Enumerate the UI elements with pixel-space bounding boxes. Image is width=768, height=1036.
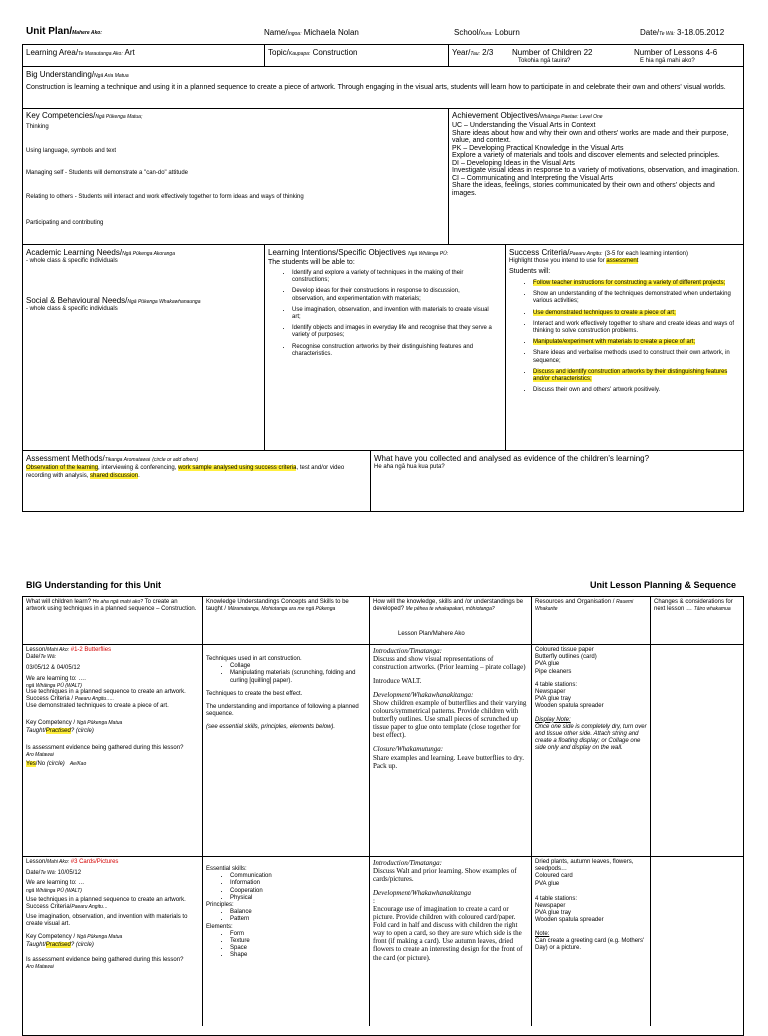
topic: Topic/Kaupapa: Construction: [268, 48, 358, 57]
competencies-label: Key Competencies/Ngā Pūkenga Matua;: [26, 111, 143, 120]
lessons-maori: E hia ngā mahi ako?: [640, 58, 695, 64]
date-field: Date/Te Wā: 3-18.05.2012: [640, 28, 725, 37]
evidence-question: What have you collected and analysed as evidence of the children's learning?: [374, 454, 650, 463]
success-list: [517, 280, 741, 398]
success-item: • Share ideas and verbalise methods used to construct their own artwork, in sequence;: [533, 350, 741, 364]
academic-needs-label: Academic Learning Needs/Ngā Pūkenga Akoranga: [26, 248, 175, 257]
competency-item: Participating and contributing: [26, 220, 104, 226]
success-item: • Show an understanding of the techniques demonstrated when undertaking various activities;: [533, 291, 741, 305]
success-label: Success Criteria/Paearu Angitu: (3-5 for each learning intention): [509, 248, 688, 257]
intentions-list: [276, 270, 494, 362]
children-count: Number of Children 22: [512, 48, 593, 57]
social-needs-label: Social & Behavioural Needs/Ngā Pūkenga Whakawhanaunga: [26, 296, 201, 305]
school-field: School/Kura: Loburn: [454, 28, 520, 37]
header-col2: Knowledge Understandings Concepts and Skills to be taught / Māramatanga, Mohiotanga ara me ngā Pūkenga: [206, 599, 349, 613]
success-item: • Use demonstrated techniques to create a piece of art;: [533, 310, 741, 317]
competency-item: Using language, symbols and text: [26, 148, 117, 154]
success-item: • Interact and work effectively together to share and create ideas and ways of thinking to solve construction problems.: [533, 321, 741, 335]
name-field: Name/Ingoa: Michaela Nolan: [264, 28, 359, 37]
children-maori: Tokohia ngā tauira?: [518, 58, 571, 64]
success-item: • Manipulate/experiment with materials to create a piece of art;: [533, 339, 741, 346]
intention-item: • Identify objects and images in everyday life and recognise that they serve a variety of purposes;: [292, 325, 494, 339]
success-item: • Follow teacher instructions for constructing a variety of different projects;: [533, 280, 741, 287]
big-understanding-label: Big Understanding/Ngā Aria Matua: [26, 70, 129, 79]
evidence-maori: He aha ngā hua kua puta?: [374, 464, 445, 470]
lesson1-resources: Coloured tissue paper Butterfly outlines (card) PVA glue Pipe cleaners 4 table stations: Newspaper PVA glue tray Wooden spatula spreader Display Note: Once one side is completely dry, turn over and tissue other side. Attach string and create a floating display; or Collage one side only and display on the wall.: [535, 647, 647, 752]
intention-item: • Develop ideas for their constructions in response to discussion, observation, and experimentation with materials;: [292, 288, 494, 302]
assessment-label: Assessment Methods/Tikanga Aromatawai (circle or add others): [26, 454, 199, 463]
objectives-label: Achievement Objectives/Whāinga Paetae: Level One: [452, 111, 603, 120]
section2-title-right: Unit Lesson Planning & Sequence: [590, 580, 737, 590]
lessons-count: Number of Lessons 4-6: [634, 48, 718, 57]
section2-title-left: BIG Understanding for this Unit: [26, 580, 161, 590]
year: Year/Tau: 2/3: [452, 48, 494, 57]
header-col3: How will the knowledge, skills and /or understandings be developed? Me pēhea te whakapakari, mōhiotanga?: [373, 599, 524, 613]
lesson1-details: Lesson/Mahi Ako: #1-2 Butterflies Date/Te Wā: 03/05/12 & 04/05/12 We are learning to: …. ngā Whāinga PŪ (WALT) Use techniques in a planned sequence to create an artwork. Success Criteria / Paearu Angitu….. Use demonstrated techniques to create a piece of art. Key Competency / Ngā Pūkenga Matua Taught/Practised? (circle) Is assessment evidence being gathered during this lesson? Aro Matawai Yes/No (circle) Ae/Kao: [26, 647, 186, 767]
lesson2-resources: Dried plants, autumn leaves, flowers, seedpods… Coloured card PVA glue 4 table stations: Newspaper PVA glue tray Wooden spatula spreader Note: Can create a greeting card (e.g. Mothers' Day) or a picture.: [535, 859, 645, 951]
competency-item: Thinking: [26, 124, 49, 130]
intention-item: • Recognise construction artworks by their distinguishing features and characteristics.: [292, 344, 494, 358]
objectives-text: UC – Understanding the Visual Arts in Context Share ideas about how and why their own and others' works are made and their purpose, value, and context. PK – Developing Practical Knowledge in the Visual Arts Explore a variety of materials and tools and discover elements and selected principles. DI – Developing Ideas in the Visual Arts Investigate visual ideas in response to a variety of motivations, observation, and imagination. CI – Communicating and Interpreting the Visual Arts Share the ideas, feelings, stories communicated by their own and others' objects and images.: [452, 122, 740, 197]
unit-plan-label: Unit Plan/Mahere Ako:: [26, 26, 102, 37]
intentions-intro: The students will be able to:: [268, 259, 355, 266]
competency-item: Relating to others - Students will interact and work effectively together to form ideas and ways of thinking: [26, 194, 304, 200]
header-col5: Changes & considerations for next lesson … Tāiro whakamua: [654, 599, 733, 613]
social-needs-note: - whole class & specific individuals: [26, 306, 118, 312]
lesson2-details: Lesson/Mahi Ako: #3 Cards/Pictures Date/Te Wā: 10/05/12 We are learning to: … ngā Whāinga PŪ (WALT) Use techniques in a planned sequence to create an artwork. Success Criteria/Paearu Angitu… Use imagination, observation, and invention with materials to create visual art. Key Competency / Ngā Pūkenga Matua Taught/Practised? (circle) Is assessment evidence being gathered during this lesson? Aro Matawai: [26, 859, 188, 970]
lesson2-plan: Introduction/Timatanga: Discuss Walt and prior learning. Show examples of cards/pictures. Development/Whakawhanakitanga : Encourage use of imagination to create a card or picture. Provide children with coloured card/paper. Fold card in half and discuss with children the right way to open a card, so they are sure which side is the front (if making a card). Use autumn leaves, dried flowers to create an interesting design for the front of the card (or picture).: [373, 859, 523, 962]
header-col4: Resources and Organisation / Rauemi Whakarite: [535, 599, 634, 613]
header-col3-sub: Lesson Plan/Mahere Ako: [398, 631, 465, 637]
success-highlight-note: Highlight those you intend to use for assessment: [509, 258, 639, 264]
intention-item: • Use imagination, observation, and invention with materials to create visual art;: [292, 307, 494, 321]
success-item: • Discuss their own and others' artwork positively.: [533, 387, 741, 394]
lesson1-knowledge: Techniques used in art construction. • Collage • Manipulating materials (scrunching, folding and curling [quilling] paper). Techniques to create the best effect. The understanding and importance of following a planned sequence. (see essential skills, principles, elements below).: [206, 656, 366, 732]
intentions-label: Learning Intentions/Specific Objectives Ngā Whāinga PŪ:: [268, 248, 449, 257]
assessment-methods: Observation of the learning, interviewing & conferencing, work sample analysed using success criteria, test and/or video recording with analysis, shared discussion.: [26, 465, 345, 479]
learning-area: Learning Area/Te Marautanga Ako: Art: [26, 48, 135, 57]
lesson1-plan: Introduction/Timatanga: Discuss and show visual representations of construction artworks. (Prior learning – pirate collage) Introduce WALT. Development/Whakawhanakitanga: Show children example of butterflies and their varying colours/symmetrical patterns. Provide children with butterfly outlines. Use small pieces of scrunched up tissue paper to glue onto template (close together for best effect). Closure/Whakamutunga: Share examples and learning. Leave butterflies to dry. Pack up.: [373, 647, 527, 770]
big-understanding-text: Construction is learning a technique and using it in a planned sequence to create a piece of artwork. Through engaging in the visual arts, students will learn how to participate in and celebrate their own and others' visual worlds.: [26, 84, 726, 91]
success-intro: Students will:: [509, 268, 551, 275]
header-col1: What will children learn? He aha ngā mahi ako? To create an artwork using techniques in a planned sequence – Construction.: [26, 599, 197, 613]
competency-item: Managing self - Students will demonstrate a "can-do" attitude: [26, 170, 189, 176]
lesson2-knowledge: Essential skills: • Communication • Information • Cooperation • Physical Principles: • Balance • Pattern Elements: • Form • Texture • Space • Shape: [206, 866, 366, 959]
success-item: • Discuss and identify construction artworks by their distinguishing features and/or characteristics;: [533, 369, 741, 383]
academic-needs-note: - whole class & specific individuals: [26, 258, 118, 264]
intention-item: • Identify and explore a variety of techniques in the making of their constructions;: [292, 270, 494, 284]
